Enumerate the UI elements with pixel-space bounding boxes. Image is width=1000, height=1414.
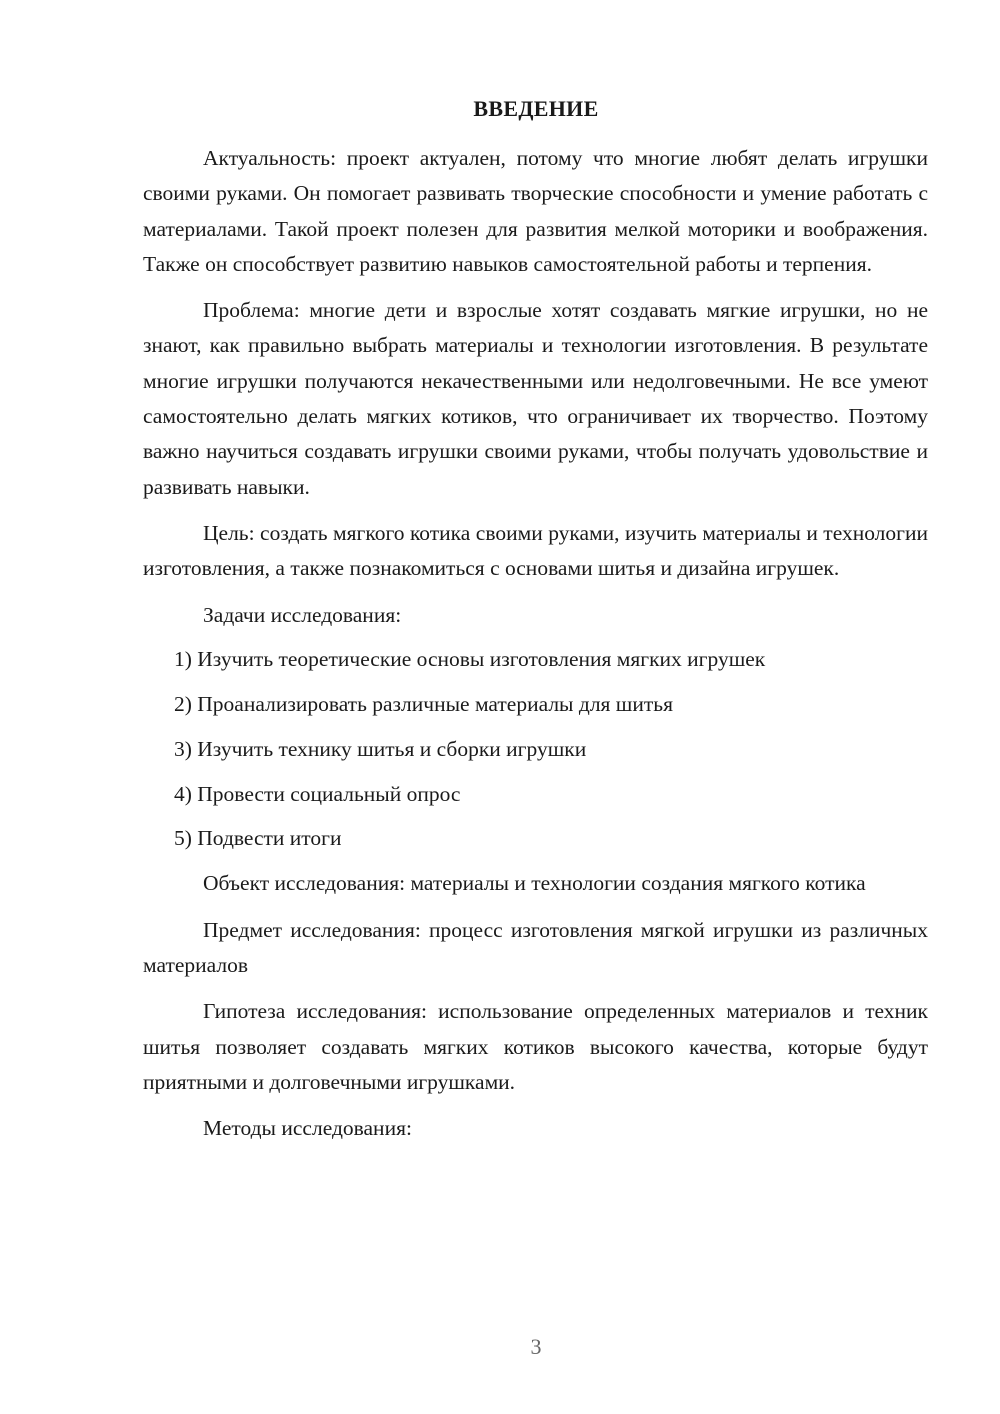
list-item: 1) Изучить теоретические основы изготовления мягких игрушек [174, 646, 766, 671]
list-item: 5) Подвести итоги [174, 826, 342, 851]
paragraph-object: Объект исследования: материалы и технологии создания мягкого котика [203, 871, 866, 896]
paragraph-relevance: Актуальность: проект актуален, потому что многие любят делать игрушки своими руками. Он помогает развивать творческие способности и умение работать с материалами. Такой проект полезен для развития мелкой моторики и воображения. Также он способствует развитию навыков самостоятельной работы и терпения. [143, 146, 928, 276]
document-body [143, 141, 928, 1155]
tasks-list [143, 642, 928, 857]
paragraph-problem: Проблема: многие дети и взрослые хотят создавать мягкие игрушки, но не знают, как правильно выбрать материалы и технологии изготовления. В результате многие игрушки получаются некачественными или недолговечными. Не все умеют самостоятельно делать мягких котиков, что ограничивает их творчество. Поэтому важно научиться создавать игрушки своими руками, чтобы получать удовольствие и развивать навыки. [143, 298, 928, 499]
paragraph-hypothesis: Гипотеза исследования: использование определенных материалов и техник шитья позволяет создавать мягких котиков высокого качества, которые будут приятными и долговечными игрушками. [143, 999, 928, 1094]
paragraph-subject: Предмет исследования: процесс изготовления мягкой игрушки из различных материалов [143, 917, 928, 977]
list-item: 4) Провести социальный опрос [174, 781, 461, 806]
paragraph-goal: Цель: создать мягкого котика своими руками, изучить материалы и технологии изготовления, а также познакомиться с основами шитья и дизайна игрушек. [143, 520, 928, 581]
list-item: 2) Проанализировать различные материалы для шитья [174, 691, 673, 716]
methods-title: Методы исследования: [203, 1116, 412, 1141]
page-heading: ВВЕДЕНИЕ [473, 96, 599, 121]
page-number: 3 [530, 1334, 542, 1359]
tasks-title: Задачи исследования: [203, 602, 402, 627]
list-item: 3) Изучить технику шитья и сборки игрушки [174, 736, 587, 761]
